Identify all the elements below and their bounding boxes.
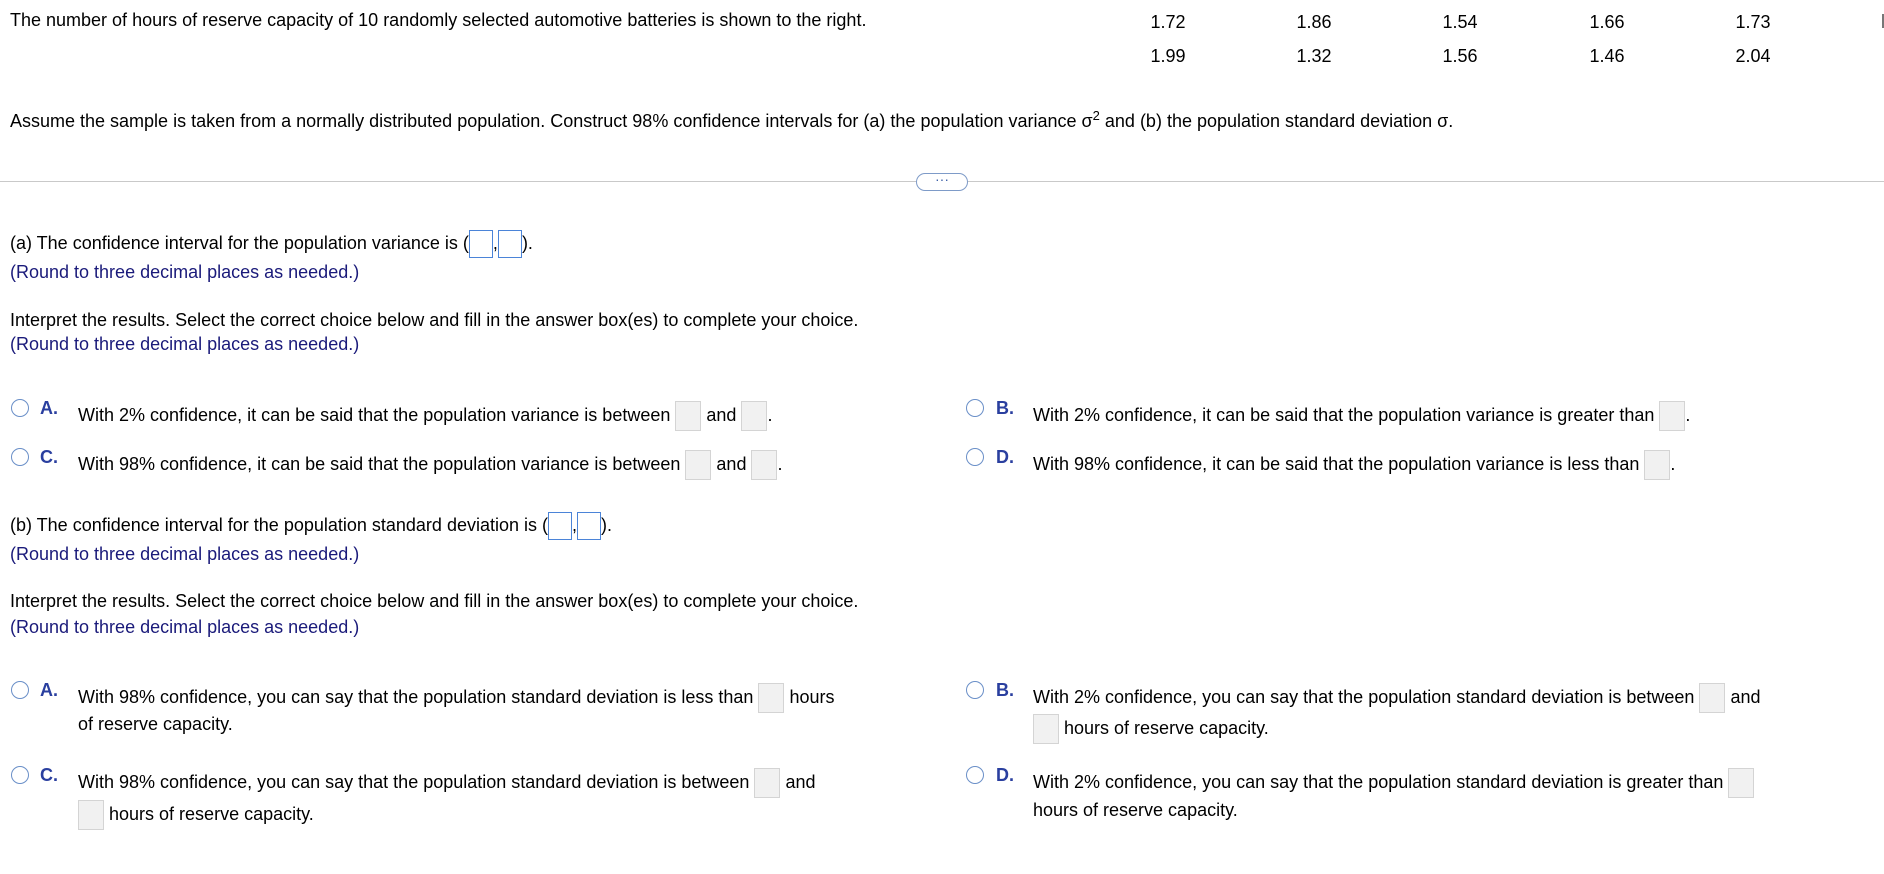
data-cell: 1.66	[1589, 12, 1625, 32]
option-letter: C.	[40, 765, 58, 785]
assumption-part: Assume the sample is taken from a normally distributed population. Construct 98% confidence intervals for (a) the population variance σ	[10, 111, 1093, 131]
option-text: With 2% confidence, you can say that the population standard deviation is between	[1033, 686, 1695, 707]
option-letter: A.	[40, 680, 58, 700]
interpret-instructions: Interpret the results. Select the correct choice below and fill in the answer box(es) to complete your choice.	[10, 310, 859, 330]
option-a-text	[78, 683, 834, 713]
option-a-input[interactable]	[758, 683, 784, 713]
period: .	[1670, 453, 1676, 474]
option-c-text	[78, 450, 783, 480]
data-cell: 2.04	[1735, 46, 1771, 66]
option-b-text	[1033, 683, 1761, 713]
assumption-text	[10, 108, 1453, 132]
period: .	[777, 453, 783, 474]
option-d-input[interactable]	[1728, 768, 1754, 798]
option-c-input-2[interactable]	[78, 800, 104, 830]
data-cell: 1.46	[1589, 46, 1625, 66]
comma: ,	[572, 514, 578, 535]
option-text: With 2% confidence, it can be said that the population variance is between	[78, 404, 671, 425]
period: .	[1685, 404, 1691, 425]
interpret-instructions: Interpret the results. Select the correct choice below and fill in the answer box(es) to complete your choice.	[10, 591, 859, 611]
prompt-text: (a) The confidence interval for the population variance is (	[10, 232, 469, 253]
option-d-line2: hours of reserve capacity.	[1033, 800, 1238, 820]
option-d-text	[1033, 768, 1754, 798]
round-note: (Round to three decimal places as needed.)	[10, 617, 360, 637]
option-text: With 98% confidence, you can say that the population standard deviation is between	[78, 771, 750, 792]
option-letter: A.	[40, 398, 58, 418]
radio-a-option-a[interactable]	[11, 399, 29, 417]
prompt-text: (b) The confidence interval for the population standard deviation is (	[10, 514, 548, 535]
option-c-input-1[interactable]	[754, 768, 780, 798]
radio-b-option-c[interactable]	[11, 766, 29, 784]
data-cell: 1.99	[1150, 46, 1186, 66]
sd-lower-input[interactable]	[548, 512, 572, 540]
radio-b-option-a[interactable]	[11, 681, 29, 699]
option-letter: C.	[40, 447, 58, 467]
unit-text: hours	[789, 686, 835, 707]
prompt-end: ).	[521, 232, 533, 253]
more-button[interactable]: ···	[916, 173, 968, 191]
option-text: With 98% confidence, it can be said that the population variance is less than	[1033, 453, 1640, 474]
and-text: and	[785, 771, 816, 792]
option-text: With 98% confidence, you can say that the population standard deviation is less than	[78, 686, 754, 707]
option-b-text	[1033, 401, 1690, 431]
option-c-input-2[interactable]	[751, 450, 777, 480]
data-cell: 1.54	[1442, 12, 1478, 32]
intro-text: The number of hours of reserve capacity of 10 randomly selected automotive batteries is shown to the right.	[10, 10, 867, 30]
round-note: (Round to three decimal places as needed.)	[10, 334, 360, 354]
sd-upper-input[interactable]	[577, 512, 601, 540]
option-letter: D.	[996, 765, 1014, 785]
radio-b-option-b[interactable]	[966, 681, 984, 699]
option-text: With 2% confidence, you can say that the population standard deviation is greater than	[1033, 771, 1724, 792]
round-note: (Round to three decimal places as needed.)	[10, 262, 360, 282]
option-letter: B.	[996, 398, 1014, 418]
and-text: and	[716, 453, 747, 474]
radio-a-option-c[interactable]	[11, 448, 29, 466]
option-a-text	[78, 401, 772, 431]
prompt-end: ).	[601, 514, 613, 535]
data-cell: 1.86	[1296, 12, 1332, 32]
part-b-prompt	[10, 512, 612, 540]
and-text: and	[706, 404, 737, 425]
option-text: hours of reserve capacity.	[109, 803, 314, 824]
option-text: With 98% confidence, it can be said that the population variance is between	[78, 453, 681, 474]
radio-a-option-b[interactable]	[966, 399, 984, 417]
variance-upper-input[interactable]	[498, 230, 522, 258]
option-b-input-1[interactable]	[1699, 683, 1725, 713]
part-a-prompt	[10, 230, 533, 258]
radio-a-option-d[interactable]	[966, 448, 984, 466]
data-cell: 1.73	[1735, 12, 1771, 32]
option-text: With 2% confidence, it can be said that the population variance is greater than	[1033, 404, 1655, 425]
option-a-line2: of reserve capacity.	[78, 714, 233, 734]
assumption-part: and (b) the population standard deviation σ.	[1099, 111, 1454, 131]
option-b-line2	[1033, 714, 1269, 744]
round-note: (Round to three decimal places as needed.)	[10, 544, 360, 564]
option-a-input-1[interactable]	[675, 401, 701, 431]
period: .	[767, 404, 773, 425]
option-c-line2	[78, 800, 314, 830]
option-c-text	[78, 768, 816, 798]
option-text: hours of reserve capacity.	[1064, 717, 1269, 738]
option-b-input[interactable]	[1659, 401, 1685, 431]
option-c-input-1[interactable]	[685, 450, 711, 480]
radio-b-option-d[interactable]	[966, 766, 984, 784]
option-a-input-2[interactable]	[741, 401, 767, 431]
data-cell: 1.72	[1150, 12, 1186, 32]
data-cell: 1.32	[1296, 46, 1332, 66]
comma: ,	[492, 232, 498, 253]
data-cell: 1.56	[1442, 46, 1478, 66]
option-d-text	[1033, 450, 1675, 480]
option-letter: D.	[996, 447, 1014, 467]
and-text: and	[1730, 686, 1761, 707]
option-b-input-2[interactable]	[1033, 714, 1059, 744]
variance-lower-input[interactable]	[469, 230, 493, 258]
superscript-two: 2	[1092, 108, 1100, 123]
option-letter: B.	[996, 680, 1014, 700]
option-d-input[interactable]	[1644, 450, 1670, 480]
